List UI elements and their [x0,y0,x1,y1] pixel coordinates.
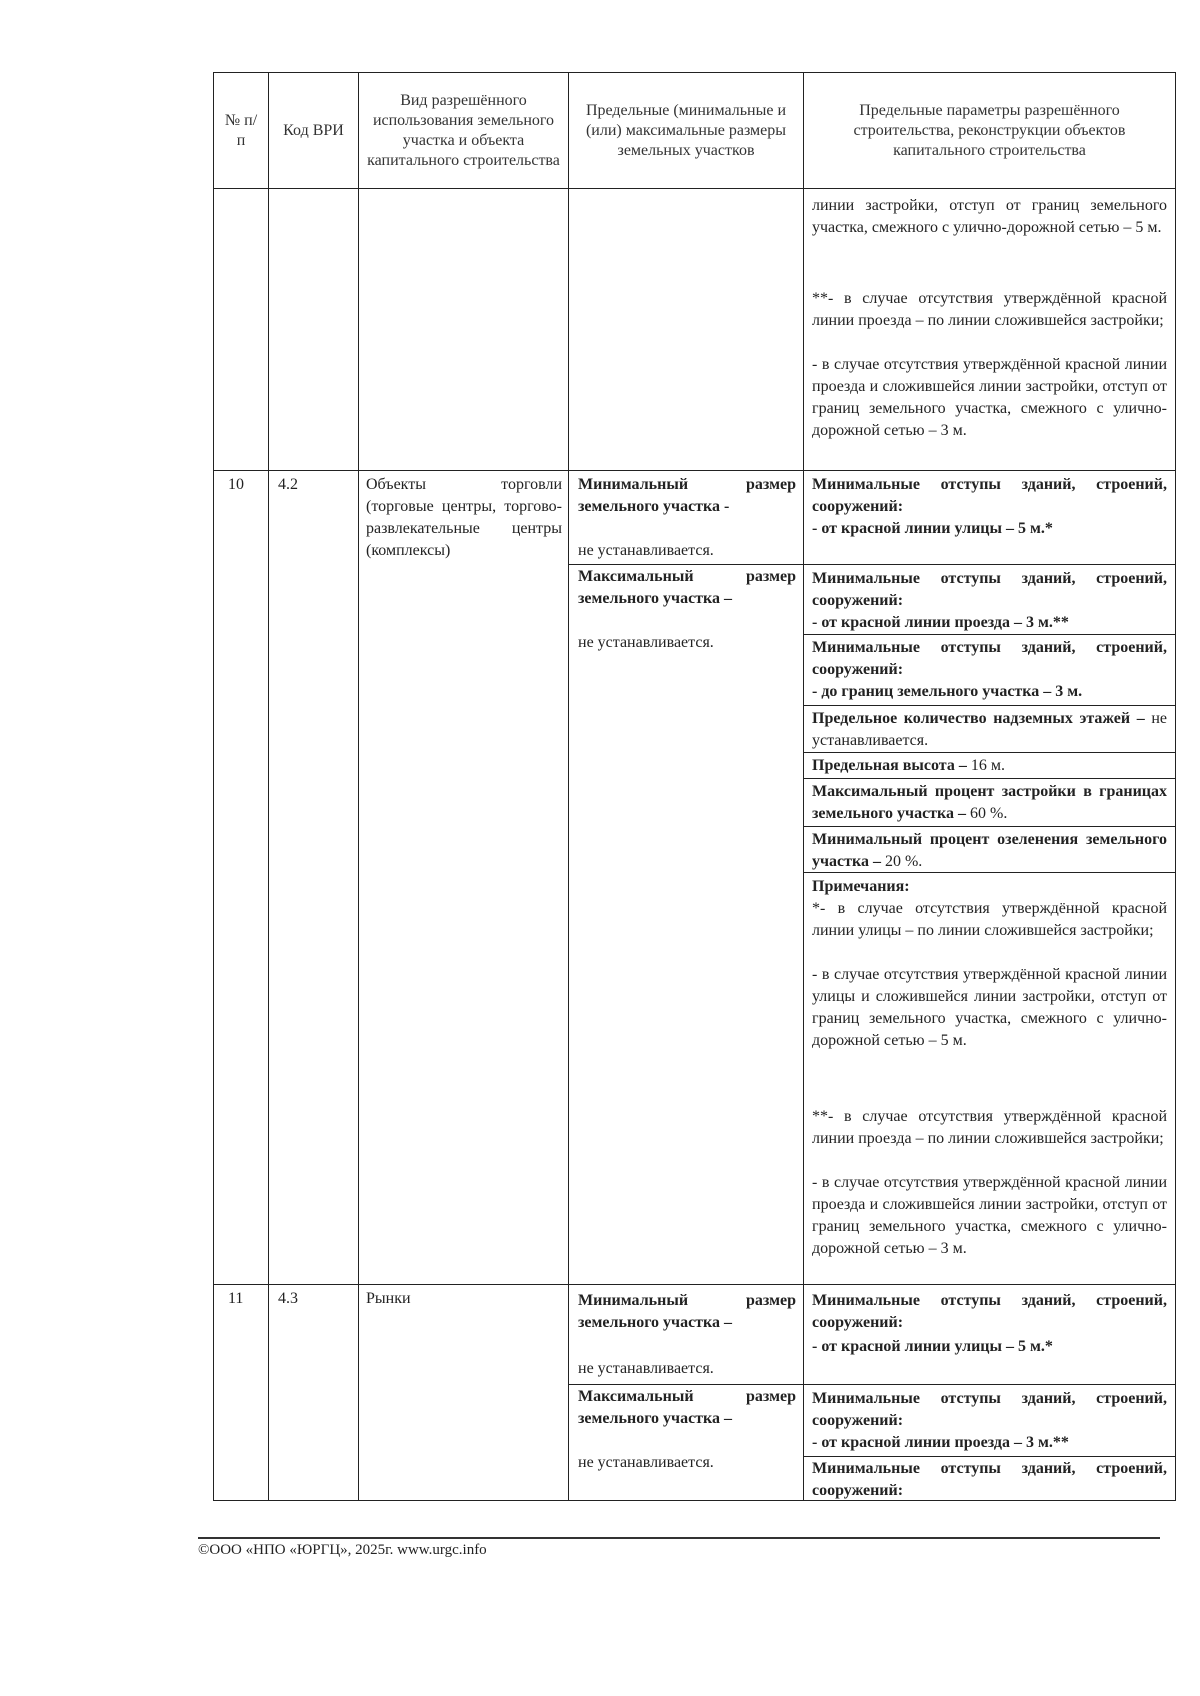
max-size-value: не устанавливается. [578,1454,714,1471]
param-floors-value: не устанавливается. [812,710,1168,749]
cell-separator [803,634,1175,635]
param-setback-value: - от красной линии улицы – 5 м.* [812,1338,1053,1355]
table-rule [1175,188,1176,1501]
param-setback-value: - до границ земельного участка – 3 м. [812,683,1083,700]
row-separator [213,1284,1175,1285]
param-setback-value: - от красной линии улицы – 5 м.* [812,520,1053,537]
use-type: Объекты торговли (торговые центры, торгово-развлекательные центры (комплексы) [366,476,562,559]
cont-text-2: **- в случае отсутствия утверждённой красной линии проезда – по линии сложившейся застройки; [812,290,1167,329]
header-size: Предельные (минимальные и (или) максимальные размеры земельных участков [569,73,804,189]
cell-separator [803,826,1175,827]
param-height-title: Предельная высота – [812,757,967,774]
cell-separator [568,1384,803,1385]
note-text: - в случае отсутствия утверждённой красной линии проезда и сложившейся линии застройки, отступ от границ земельного участка, смежного с улично-дорожной сетью – 3 м. [812,1174,1167,1257]
cell-separator [803,752,1175,753]
row-number: 11 [228,1290,244,1307]
note-text: - в случае отсутствия утверждённой красной линии улицы и сложившейся линии застройки, отступ от границ земельного участка, смежного с улично-дорожной сетью – 5 м. [812,966,1167,1049]
table-rule [803,188,804,1501]
param-setback-value: - от красной линии проезда – 3 м.** [812,614,1069,631]
header-type: Вид разрешённого использования земельного участка и объекта капитального строительства [359,73,569,189]
param-height-value: 16 м. [970,757,1005,774]
param-setback-value: - от красной линии проезда – 3 м.** [812,1434,1069,1451]
param-greening [812,829,1167,873]
page-footer: ©ООО «НПО «ЮРГЦ», 2025г. www.urgc.info [198,1542,487,1558]
cont-text-1: линии застройки, отступ от границ земельного участка, смежного с улично-дорожной сетью – 5 м. [812,197,1167,236]
table-rule [358,188,359,1501]
header-num: № п/п [214,73,269,189]
param-setback-title: Минимальные отступы зданий, строений, сооружений: [812,476,1167,515]
cont-text-3: - в случае отсутствия утверждённой красной линии проезда и сложившейся линии застройки, отступ от границ земельного участка, смежного с улично-дорожной сетью – 3 м. [812,356,1167,439]
param-setback-title: Минимальные отступы зданий, строений, сооружений: [812,639,1167,678]
table-rule [213,188,214,1501]
param-height [812,755,1005,777]
footer-rule [198,1537,1160,1539]
param-coverage [812,781,1167,825]
max-size-title: Максимальный размер земельного участка – [578,1388,796,1427]
param-floors [812,708,1167,752]
cell-separator [803,564,1175,565]
param-setback-title: Минимальные отступы зданий, строений, сооружений: [812,570,1167,609]
vri-code: 4.2 [278,476,298,493]
header-params: Предельные параметры разрешённого строительства, реконструкции объектов капитального строительства [804,73,1176,189]
notes-title: Примечания: [812,878,910,895]
table-rule [268,188,269,1501]
max-size-value: не устанавливается. [578,634,714,651]
cell-separator [803,1456,1175,1457]
cell-separator [803,1384,1175,1385]
row-separator [213,470,1175,471]
param-coverage-value: 60 %. [970,805,1008,822]
cell-separator [803,705,1175,706]
use-type: Рынки [366,1290,411,1307]
min-size-title: Минимальный размер земельного участка - [578,476,796,515]
param-setback-title: Минимальные отступы зданий, строений, сооружений: [812,1460,1167,1499]
param-setback-title: Минимальные отступы зданий, строений, сооружений: [812,1390,1167,1429]
table-rule [568,188,569,1501]
max-size-title: Максимальный размер земельного участка – [578,568,796,607]
param-greening-value: 20 %. [884,853,923,870]
param-floors-title: Предельное количество надземных этажей – [812,710,1145,727]
param-coverage-title: Максимальный процент застройки в границах земельного участка – [812,783,1167,822]
row-number: 10 [228,476,244,493]
note-text: *- в случае отсутствия утверждённой красной линии улицы – по линии сложившейся застройки; [812,900,1167,939]
cell-separator [568,564,803,565]
param-setback-title: Минимальные отступы зданий, строений, сооружений: [812,1292,1167,1331]
min-size-title: Минимальный размер земельного участка – [578,1292,796,1331]
note-text: **- в случае отсутствия утверждённой красной линии проезда – по линии сложившейся застройки; [812,1108,1167,1147]
table-header [213,72,1176,189]
vri-code: 4.3 [278,1290,298,1307]
cell-separator [803,778,1175,779]
min-size-value: не устанавливается. [578,1360,714,1377]
min-size-value: не устанавливается. [578,542,714,559]
param-greening-title: Минимальный процент озеленения земельного участка – [812,831,1167,870]
header-code: Код ВРИ [269,73,359,189]
